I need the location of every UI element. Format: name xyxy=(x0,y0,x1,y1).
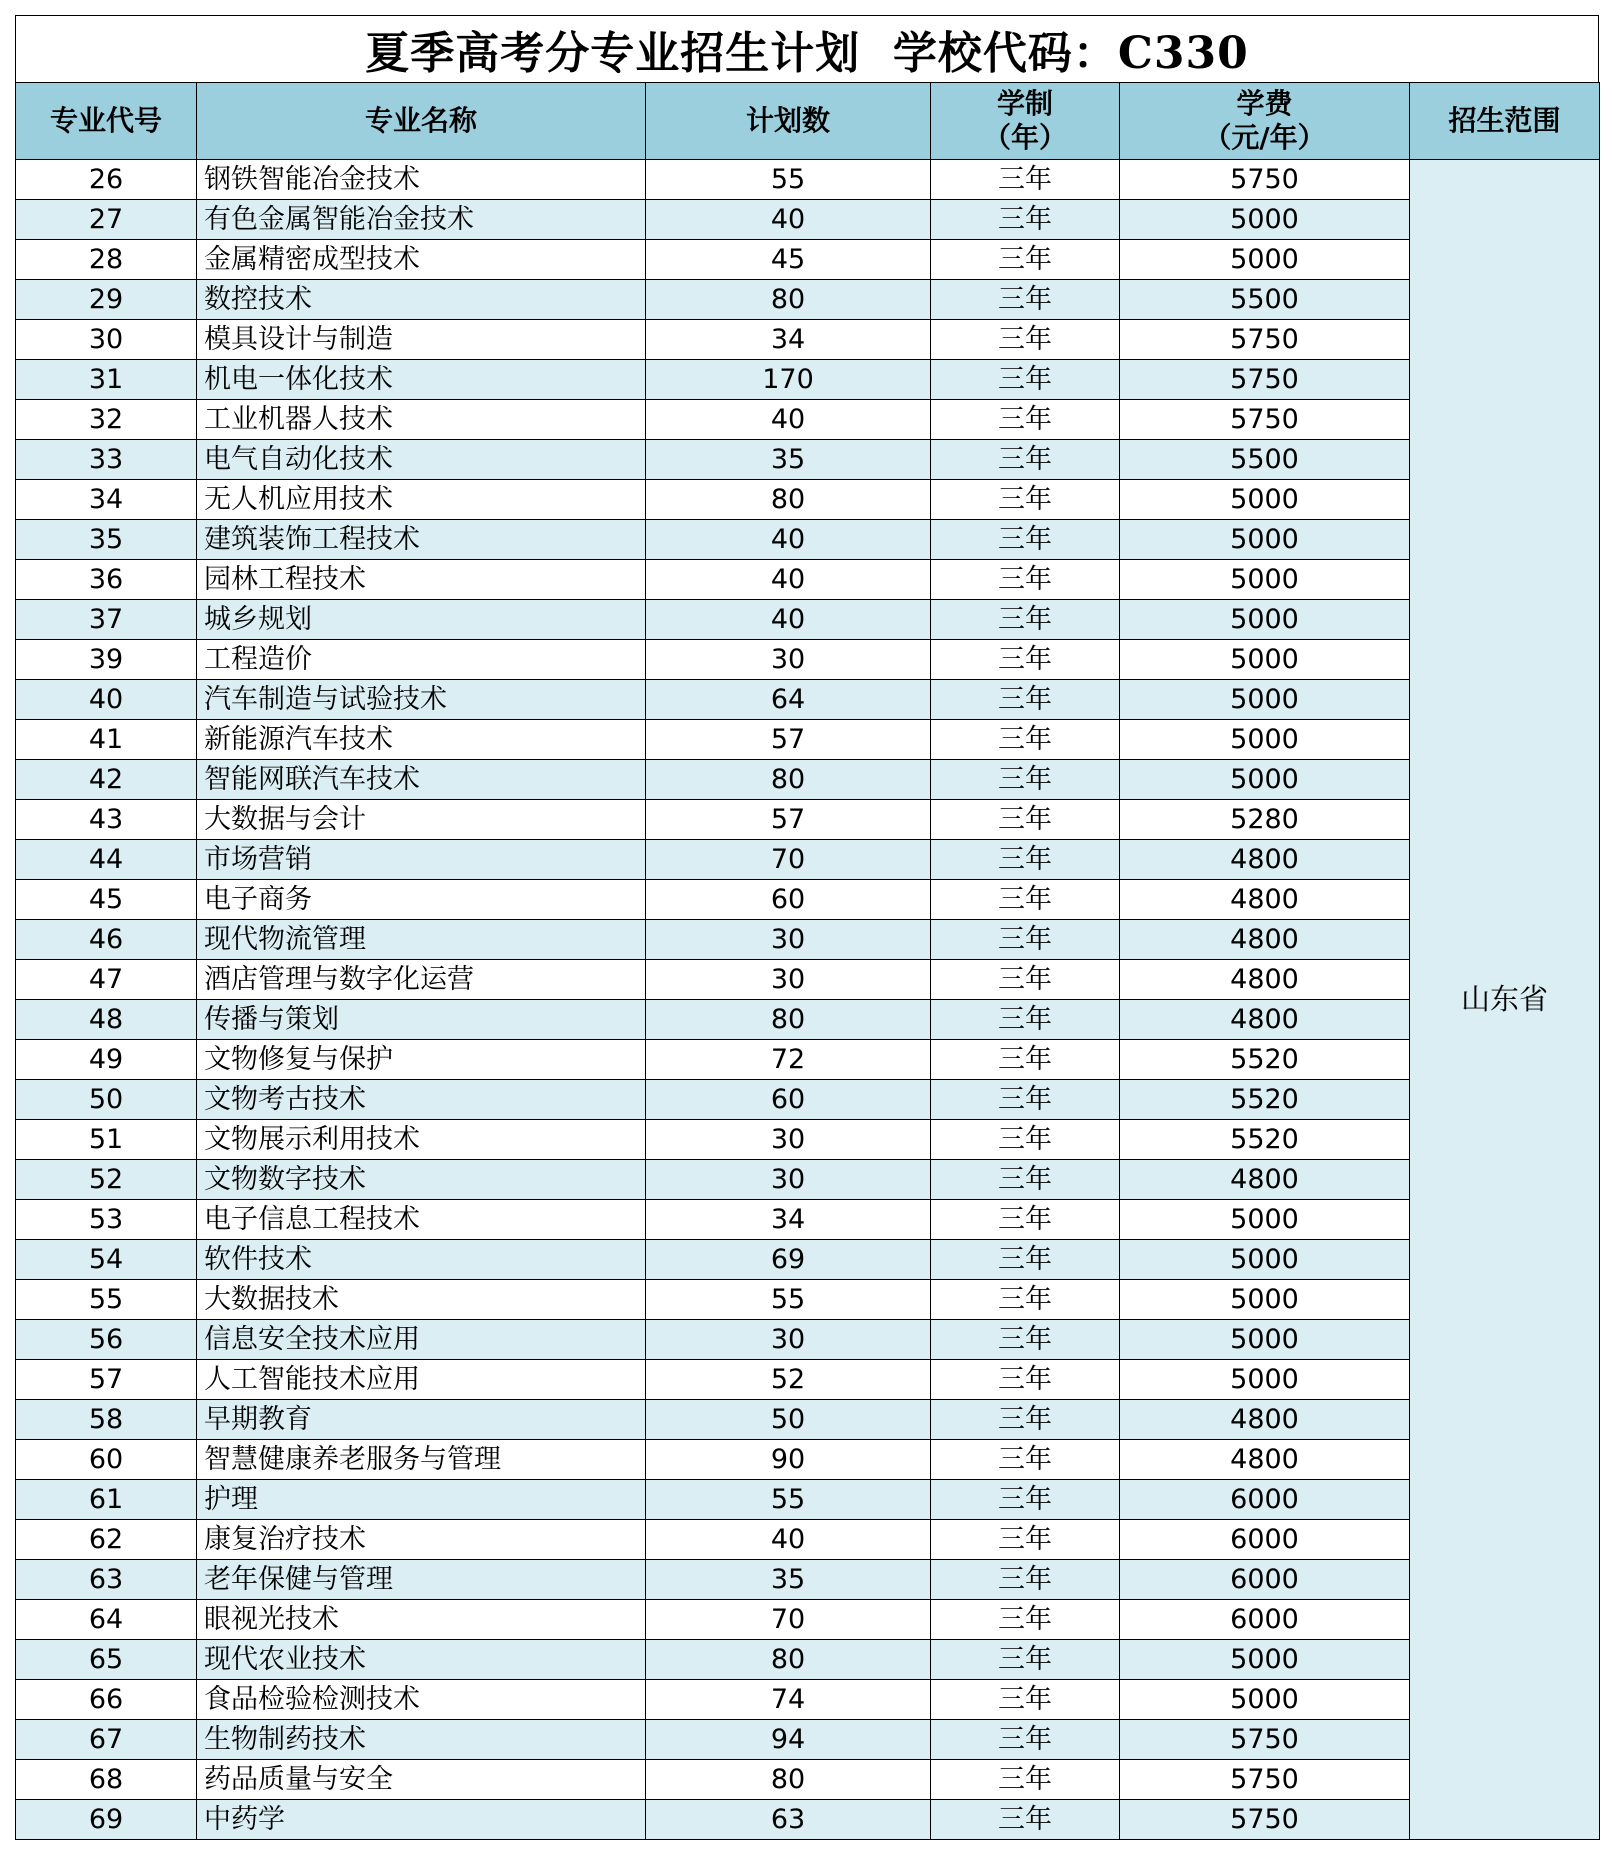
cell-major-name: 生物制药技术 xyxy=(197,1720,646,1760)
cell-plan: 63 xyxy=(646,1800,931,1840)
cell-major-name: 机电一体化技术 xyxy=(197,360,646,400)
cell-code: 50 xyxy=(16,1080,197,1120)
table-header xyxy=(16,83,1600,160)
table-row xyxy=(16,1760,1600,1800)
cell-code: 37 xyxy=(16,600,197,640)
cell-major-name: 文物数字技术 xyxy=(197,1160,646,1200)
cell-duration: 三年 xyxy=(931,1120,1120,1160)
cell-plan: 60 xyxy=(646,1080,931,1120)
table-row xyxy=(16,1440,1600,1480)
cell-fee: 5000 xyxy=(1120,680,1410,720)
cell-major-name: 传播与策划 xyxy=(197,1000,646,1040)
table-row xyxy=(16,1120,1600,1160)
cell-fee: 5000 xyxy=(1120,600,1410,640)
cell-code: 45 xyxy=(16,880,197,920)
cell-major-name: 金属精密成型技术 xyxy=(197,240,646,280)
cell-fee: 5000 xyxy=(1120,1320,1410,1360)
cell-fee: 5750 xyxy=(1120,1760,1410,1800)
header-fee-line1: 学费 xyxy=(1236,87,1293,120)
table-row xyxy=(16,1800,1600,1840)
cell-duration: 三年 xyxy=(931,1160,1120,1200)
table-row xyxy=(16,1680,1600,1720)
table-row xyxy=(16,320,1600,360)
header-range: 招生范围 xyxy=(1410,83,1600,160)
cell-fee: 5500 xyxy=(1120,440,1410,480)
cell-major-name: 文物考古技术 xyxy=(197,1080,646,1120)
cell-duration: 三年 xyxy=(931,1640,1120,1680)
table-row xyxy=(16,560,1600,600)
cell-plan: 34 xyxy=(646,1200,931,1240)
table-row xyxy=(16,760,1600,800)
cell-major-name: 食品检验检测技术 xyxy=(197,1680,646,1720)
cell-code: 54 xyxy=(16,1240,197,1280)
cell-code: 26 xyxy=(16,160,197,200)
table-row xyxy=(16,680,1600,720)
table-row xyxy=(16,1360,1600,1400)
cell-fee: 4800 xyxy=(1120,880,1410,920)
cell-fee: 5000 xyxy=(1120,760,1410,800)
cell-fee: 5750 xyxy=(1120,360,1410,400)
cell-duration: 三年 xyxy=(931,1720,1120,1760)
enrollment-table xyxy=(15,82,1600,1840)
cell-major-name: 汽车制造与试验技术 xyxy=(197,680,646,720)
cell-major-name: 眼视光技术 xyxy=(197,1600,646,1640)
cell-fee: 5000 xyxy=(1120,1280,1410,1320)
cell-duration: 三年 xyxy=(931,480,1120,520)
cell-duration: 三年 xyxy=(931,280,1120,320)
cell-fee: 5000 xyxy=(1120,520,1410,560)
table-row xyxy=(16,360,1600,400)
cell-fee: 5750 xyxy=(1120,160,1410,200)
cell-fee: 5000 xyxy=(1120,720,1410,760)
cell-plan: 40 xyxy=(646,600,931,640)
header-duration xyxy=(931,83,1120,160)
cell-fee: 4800 xyxy=(1120,840,1410,880)
cell-plan: 34 xyxy=(646,320,931,360)
cell-major-name: 有色金属智能冶金技术 xyxy=(197,200,646,240)
cell-major-name: 市场营销 xyxy=(197,840,646,880)
cell-code: 67 xyxy=(16,1720,197,1760)
cell-duration: 三年 xyxy=(931,160,1120,200)
cell-duration: 三年 xyxy=(931,840,1120,880)
header-name: 专业名称 xyxy=(197,83,646,160)
cell-plan: 30 xyxy=(646,920,931,960)
page-title: 夏季高考分专业招生计划 学校代码：C330 xyxy=(365,28,1249,79)
cell-major-name: 软件技术 xyxy=(197,1240,646,1280)
cell-code: 28 xyxy=(16,240,197,280)
cell-duration: 三年 xyxy=(931,960,1120,1000)
cell-plan: 40 xyxy=(646,560,931,600)
cell-duration: 三年 xyxy=(931,1760,1120,1800)
cell-code: 33 xyxy=(16,440,197,480)
header-fee-line2: （元/年） xyxy=(1203,121,1326,154)
cell-range: 山东省 xyxy=(1410,160,1600,1840)
table-row xyxy=(16,480,1600,520)
cell-major-name: 文物修复与保护 xyxy=(197,1040,646,1080)
header-code: 专业代号 xyxy=(16,83,197,160)
cell-duration: 三年 xyxy=(931,720,1120,760)
cell-plan: 80 xyxy=(646,480,931,520)
cell-code: 44 xyxy=(16,840,197,880)
cell-major-name: 数控技术 xyxy=(197,280,646,320)
table-body xyxy=(16,160,1600,1840)
cell-fee: 5000 xyxy=(1120,560,1410,600)
cell-major-name: 康复治疗技术 xyxy=(197,1520,646,1560)
cell-plan: 35 xyxy=(646,1560,931,1600)
cell-plan: 80 xyxy=(646,760,931,800)
header-duration-line1: 学制 xyxy=(996,87,1053,120)
table-row xyxy=(16,600,1600,640)
cell-code: 39 xyxy=(16,640,197,680)
cell-code: 40 xyxy=(16,680,197,720)
cell-fee: 5000 xyxy=(1120,640,1410,680)
table-row xyxy=(16,1080,1600,1120)
enrollment-sheet xyxy=(15,15,1599,1840)
cell-plan: 64 xyxy=(646,680,931,720)
table-row xyxy=(16,240,1600,280)
cell-major-name: 电子商务 xyxy=(197,880,646,920)
table-row xyxy=(16,1560,1600,1600)
table-row xyxy=(16,200,1600,240)
cell-code: 64 xyxy=(16,1600,197,1640)
table-row xyxy=(16,1160,1600,1200)
cell-code: 66 xyxy=(16,1680,197,1720)
cell-plan: 30 xyxy=(646,1160,931,1200)
cell-plan: 40 xyxy=(646,1520,931,1560)
cell-duration: 三年 xyxy=(931,800,1120,840)
cell-code: 58 xyxy=(16,1400,197,1440)
cell-fee: 6000 xyxy=(1120,1600,1410,1640)
cell-duration: 三年 xyxy=(931,360,1120,400)
cell-major-name: 园林工程技术 xyxy=(197,560,646,600)
cell-major-name: 酒店管理与数字化运营 xyxy=(197,960,646,1000)
cell-major-name: 大数据与会计 xyxy=(197,800,646,840)
cell-code: 49 xyxy=(16,1040,197,1080)
cell-plan: 30 xyxy=(646,960,931,1000)
cell-fee: 5750 xyxy=(1120,320,1410,360)
header-row xyxy=(16,83,1600,160)
cell-fee: 5280 xyxy=(1120,800,1410,840)
header-duration-line2: （年） xyxy=(982,121,1067,154)
cell-code: 60 xyxy=(16,1440,197,1480)
cell-duration: 三年 xyxy=(931,1200,1120,1240)
cell-duration: 三年 xyxy=(931,1440,1120,1480)
header-fee xyxy=(1120,83,1410,160)
cell-code: 34 xyxy=(16,480,197,520)
cell-duration: 三年 xyxy=(931,240,1120,280)
cell-duration: 三年 xyxy=(931,1280,1120,1320)
cell-fee: 5000 xyxy=(1120,1360,1410,1400)
cell-plan: 72 xyxy=(646,1040,931,1080)
table-row xyxy=(16,160,1600,200)
cell-code: 43 xyxy=(16,800,197,840)
cell-plan: 80 xyxy=(646,1000,931,1040)
table-row xyxy=(16,1240,1600,1280)
cell-code: 29 xyxy=(16,280,197,320)
cell-code: 57 xyxy=(16,1360,197,1400)
cell-plan: 40 xyxy=(646,520,931,560)
cell-duration: 三年 xyxy=(931,1800,1120,1840)
cell-fee: 4800 xyxy=(1120,1400,1410,1440)
cell-plan: 94 xyxy=(646,1720,931,1760)
cell-major-name: 现代农业技术 xyxy=(197,1640,646,1680)
cell-major-name: 电子信息工程技术 xyxy=(197,1200,646,1240)
table-row xyxy=(16,280,1600,320)
cell-plan: 35 xyxy=(646,440,931,480)
cell-code: 36 xyxy=(16,560,197,600)
cell-code: 35 xyxy=(16,520,197,560)
cell-fee: 5750 xyxy=(1120,1720,1410,1760)
cell-fee: 5000 xyxy=(1120,1680,1410,1720)
cell-major-name: 工程造价 xyxy=(197,640,646,680)
table-row xyxy=(16,1520,1600,1560)
cell-plan: 80 xyxy=(646,1640,931,1680)
cell-major-name: 建筑装饰工程技术 xyxy=(197,520,646,560)
cell-fee: 5000 xyxy=(1120,1240,1410,1280)
cell-fee: 5520 xyxy=(1120,1080,1410,1120)
table-row xyxy=(16,400,1600,440)
table-row xyxy=(16,1600,1600,1640)
cell-fee: 5000 xyxy=(1120,240,1410,280)
cell-duration: 三年 xyxy=(931,1680,1120,1720)
cell-major-name: 工业机器人技术 xyxy=(197,400,646,440)
cell-plan: 50 xyxy=(646,1400,931,1440)
table-row xyxy=(16,1480,1600,1520)
cell-major-name: 模具设计与制造 xyxy=(197,320,646,360)
cell-major-name: 中药学 xyxy=(197,1800,646,1840)
cell-code: 48 xyxy=(16,1000,197,1040)
table-row xyxy=(16,520,1600,560)
cell-plan: 74 xyxy=(646,1680,931,1720)
cell-plan: 55 xyxy=(646,1280,931,1320)
cell-duration: 三年 xyxy=(931,1360,1120,1400)
cell-major-name: 城乡规划 xyxy=(197,600,646,640)
cell-code: 53 xyxy=(16,1200,197,1240)
cell-fee: 5000 xyxy=(1120,1200,1410,1240)
cell-code: 68 xyxy=(16,1760,197,1800)
table-row xyxy=(16,1040,1600,1080)
cell-code: 51 xyxy=(16,1120,197,1160)
cell-plan: 55 xyxy=(646,160,931,200)
table-row xyxy=(16,1280,1600,1320)
cell-duration: 三年 xyxy=(931,320,1120,360)
cell-duration: 三年 xyxy=(931,1480,1120,1520)
cell-duration: 三年 xyxy=(931,1560,1120,1600)
cell-code: 65 xyxy=(16,1640,197,1680)
table-row xyxy=(16,960,1600,1000)
cell-fee: 6000 xyxy=(1120,1480,1410,1520)
cell-fee: 4800 xyxy=(1120,1000,1410,1040)
cell-plan: 70 xyxy=(646,1600,931,1640)
cell-fee: 5750 xyxy=(1120,1800,1410,1840)
cell-duration: 三年 xyxy=(931,760,1120,800)
cell-major-name: 老年保健与管理 xyxy=(197,1560,646,1600)
cell-duration: 三年 xyxy=(931,1320,1120,1360)
cell-duration: 三年 xyxy=(931,440,1120,480)
cell-major-name: 大数据技术 xyxy=(197,1280,646,1320)
cell-code: 55 xyxy=(16,1280,197,1320)
cell-major-name: 新能源汽车技术 xyxy=(197,720,646,760)
cell-duration: 三年 xyxy=(931,1000,1120,1040)
cell-code: 32 xyxy=(16,400,197,440)
cell-code: 56 xyxy=(16,1320,197,1360)
cell-duration: 三年 xyxy=(931,880,1120,920)
cell-plan: 57 xyxy=(646,800,931,840)
cell-major-name: 护理 xyxy=(197,1480,646,1520)
cell-duration: 三年 xyxy=(931,600,1120,640)
title-row xyxy=(15,15,1599,82)
cell-code: 47 xyxy=(16,960,197,1000)
table-row xyxy=(16,1640,1600,1680)
cell-plan: 60 xyxy=(646,880,931,920)
cell-code: 63 xyxy=(16,1560,197,1600)
table-row xyxy=(16,840,1600,880)
table-row xyxy=(16,1400,1600,1440)
cell-code: 61 xyxy=(16,1480,197,1520)
cell-plan: 80 xyxy=(646,280,931,320)
cell-major-name: 人工智能技术应用 xyxy=(197,1360,646,1400)
cell-code: 42 xyxy=(16,760,197,800)
table-row xyxy=(16,1720,1600,1760)
cell-plan: 170 xyxy=(646,360,931,400)
cell-fee: 5000 xyxy=(1120,480,1410,520)
table-row xyxy=(16,1000,1600,1040)
cell-duration: 三年 xyxy=(931,1600,1120,1640)
cell-duration: 三年 xyxy=(931,1240,1120,1280)
cell-major-name: 智能网联汽车技术 xyxy=(197,760,646,800)
cell-duration: 三年 xyxy=(931,560,1120,600)
cell-major-name: 电气自动化技术 xyxy=(197,440,646,480)
cell-fee: 5000 xyxy=(1120,200,1410,240)
table-row xyxy=(16,800,1600,840)
cell-fee: 6000 xyxy=(1120,1560,1410,1600)
cell-plan: 90 xyxy=(646,1440,931,1480)
table-row xyxy=(16,720,1600,760)
cell-major-name: 药品质量与安全 xyxy=(197,1760,646,1800)
table-row xyxy=(16,1200,1600,1240)
cell-code: 30 xyxy=(16,320,197,360)
cell-duration: 三年 xyxy=(931,920,1120,960)
cell-duration: 三年 xyxy=(931,400,1120,440)
cell-fee: 4800 xyxy=(1120,960,1410,1000)
cell-major-name: 信息安全技术应用 xyxy=(197,1320,646,1360)
cell-major-name: 文物展示利用技术 xyxy=(197,1120,646,1160)
cell-code: 46 xyxy=(16,920,197,960)
cell-plan: 30 xyxy=(646,640,931,680)
cell-code: 27 xyxy=(16,200,197,240)
cell-duration: 三年 xyxy=(931,640,1120,680)
cell-code: 69 xyxy=(16,1800,197,1840)
cell-plan: 45 xyxy=(646,240,931,280)
cell-plan: 40 xyxy=(646,400,931,440)
header-plan: 计划数 xyxy=(646,83,931,160)
cell-fee: 5520 xyxy=(1120,1040,1410,1080)
cell-plan: 80 xyxy=(646,1760,931,1800)
cell-plan: 30 xyxy=(646,1120,931,1160)
cell-duration: 三年 xyxy=(931,680,1120,720)
cell-major-name: 早期教育 xyxy=(197,1400,646,1440)
cell-fee: 4800 xyxy=(1120,1160,1410,1200)
cell-plan: 57 xyxy=(646,720,931,760)
cell-plan: 52 xyxy=(646,1360,931,1400)
cell-fee: 5500 xyxy=(1120,280,1410,320)
table-row xyxy=(16,880,1600,920)
cell-plan: 70 xyxy=(646,840,931,880)
cell-fee: 4800 xyxy=(1120,920,1410,960)
cell-fee: 4800 xyxy=(1120,1440,1410,1480)
cell-code: 52 xyxy=(16,1160,197,1200)
table-row xyxy=(16,440,1600,480)
cell-code: 62 xyxy=(16,1520,197,1560)
cell-duration: 三年 xyxy=(931,1040,1120,1080)
cell-duration: 三年 xyxy=(931,1080,1120,1120)
cell-major-name: 无人机应用技术 xyxy=(197,480,646,520)
cell-major-name: 钢铁智能冶金技术 xyxy=(197,160,646,200)
cell-plan: 40 xyxy=(646,200,931,240)
cell-major-name: 现代物流管理 xyxy=(197,920,646,960)
cell-fee: 6000 xyxy=(1120,1520,1410,1560)
table-row xyxy=(16,1320,1600,1360)
cell-fee: 5520 xyxy=(1120,1120,1410,1160)
cell-major-name: 智慧健康养老服务与管理 xyxy=(197,1440,646,1480)
cell-fee: 5750 xyxy=(1120,400,1410,440)
cell-code: 31 xyxy=(16,360,197,400)
cell-duration: 三年 xyxy=(931,200,1120,240)
cell-duration: 三年 xyxy=(931,1520,1120,1560)
cell-fee: 5000 xyxy=(1120,1640,1410,1680)
cell-duration: 三年 xyxy=(931,520,1120,560)
cell-duration: 三年 xyxy=(931,1400,1120,1440)
cell-plan: 55 xyxy=(646,1480,931,1520)
cell-plan: 69 xyxy=(646,1240,931,1280)
cell-plan: 30 xyxy=(646,1320,931,1360)
table-row xyxy=(16,640,1600,680)
cell-code: 41 xyxy=(16,720,197,760)
table-row xyxy=(16,920,1600,960)
